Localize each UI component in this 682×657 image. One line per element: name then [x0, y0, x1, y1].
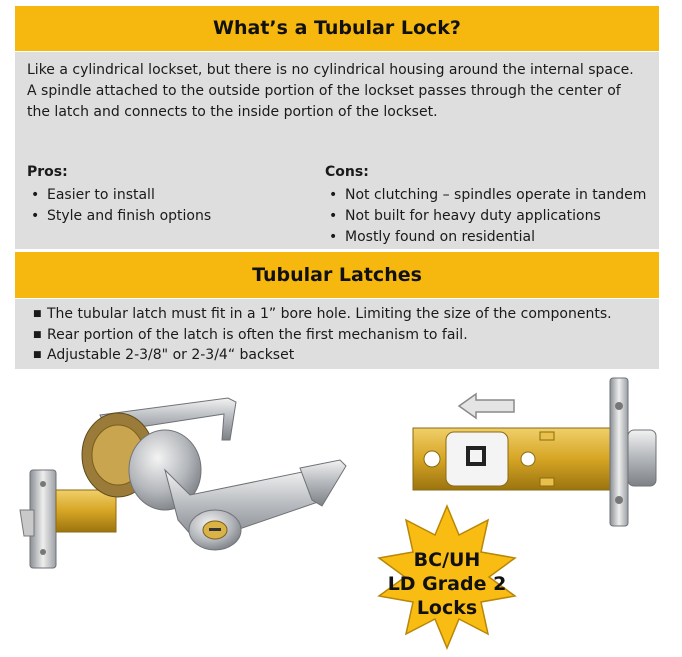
pros-list: [27, 185, 211, 227]
list-item: • Not clutching – spindles operate in tandem: [329, 187, 647, 203]
tubular-lock-panel: [15, 52, 659, 249]
section-title-tubular-lock: What’s a Tubular Lock?: [15, 6, 659, 51]
lever-lockset-image: [20, 398, 346, 568]
badge-line: LD Grade 2: [387, 573, 507, 595]
list-item: • Mostly found on residential: [329, 229, 535, 245]
tubular-latch-image: [413, 378, 656, 526]
badge-line: BC/UH: [413, 549, 481, 571]
list-item: • Not built for heavy duty applications: [329, 208, 601, 224]
list-item: ■ Rear portion of the latch is often the first mechanism to fail.: [33, 326, 468, 343]
cons-heading: Cons:: [325, 164, 369, 180]
cons-column: [325, 162, 646, 248]
list-item: ■ The tubular latch must fit in a 1” bore hole. Limiting the size of the components.: [33, 306, 612, 322]
pros-heading: Pros:: [27, 164, 68, 180]
direction-arrow-icon: [459, 394, 514, 418]
list-item: • Style and finish options: [31, 208, 212, 224]
list-item: ■ Adjustable 2-3/8" or 2-3/4“ backset: [33, 347, 295, 363]
section-title-tubular-latches: Tubular Latches: [15, 252, 659, 298]
list-item: • Easier to install: [31, 187, 155, 203]
tubular-latches-panel: [15, 299, 659, 369]
cons-list: [325, 185, 646, 248]
latch-facts-list: [27, 304, 647, 366]
pros-column: [27, 162, 211, 227]
intro-paragraph: Like a cylindrical lockset, but there is no cylindrical housing around the internal space. A spindle attached to the outside portion of the lockset passes through the center of the latch and connects to the inside portion of the lockset.: [27, 62, 634, 120]
badge-text: [382, 548, 512, 620]
badge-line: Locks: [416, 597, 478, 619]
illustrations: [0, 372, 682, 657]
